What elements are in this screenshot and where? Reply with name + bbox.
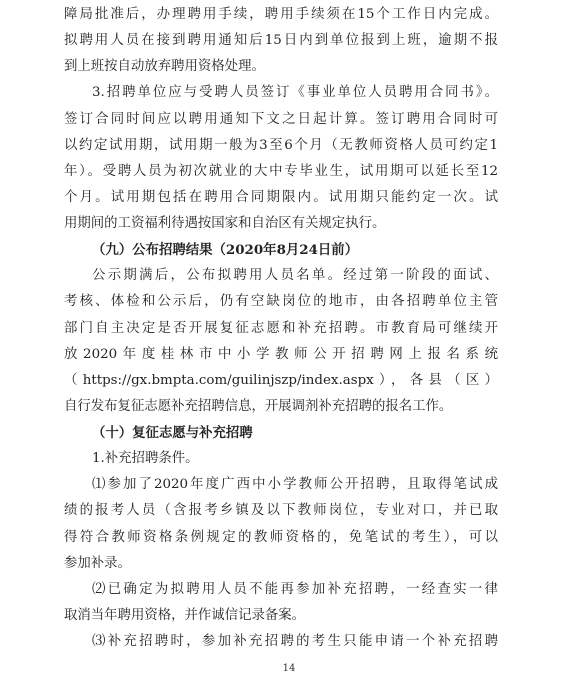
body-line: 用期间的工资福利待遇按国家和自治区有关规定执行。	[64, 216, 386, 231]
page-number: 14	[282, 663, 296, 674]
body-line: 得符合教师资格条例规定的教师资格的，免笔试的考生），可以	[64, 529, 498, 545]
body-line: ⑶补充招聘时，参加补充招聘的考生只能申请一个补充招聘	[92, 634, 498, 649]
body-line: 到上班按自动放弃聘用资格处理。	[64, 59, 265, 75]
body-line: 签订合同时间应以聘用通知下文之日起计算。签订聘用合同时可	[64, 111, 498, 127]
body-line: 考核、体检和公示后，仍有空缺岗位的地市，由各招聘单位主管	[64, 294, 498, 310]
body-line: 年）。受聘人员为初次就业的大中专毕业生，试用期可以延长至12	[64, 163, 498, 179]
body-line: （https://gx.bmpta.com/guilinjszp/index.aspx），各县（区）	[64, 372, 498, 388]
body-line: 自行发布复征志愿补充招聘信息，开展调剂补充招聘的报名工作。	[64, 398, 453, 414]
body-line: ⑴参加了2020年度广西中小学教师公开招聘，且取得笔试成	[92, 477, 498, 493]
body-line: 拟聘用人员在接到聘用通知后15日内到单位报到上班，逾期不报	[64, 33, 498, 49]
body-line: 取消当年聘用资格，并作诚信记录备案。	[64, 607, 306, 623]
body-line: 部门自主决定是否开展复征志愿和补充招聘。市教育局可继续开	[64, 320, 498, 336]
body-line: ⑵已确定为拟聘用人员不能再参加补充招聘，一经查实一律	[92, 581, 498, 597]
body-line: 参加补录。	[64, 555, 131, 571]
body-line: 放2020年度桂林市中小学教师公开招聘网上报名系统	[64, 346, 498, 362]
body-line: 公示期满后，公布拟聘用人员名单。经过第一阶段的面试、	[92, 268, 498, 284]
section-heading: （九）公布招聘结果（2020年8月24日前）	[92, 242, 359, 259]
body-line: 障局批准后，办理聘用手续，聘用手续须在15个工作日内完成。	[64, 7, 498, 22]
body-line: 绩的报考人员（含报考乡镇及以下教师岗位，专业对口，并已取	[64, 503, 498, 519]
body-line: 1.补充招聘条件。	[92, 451, 199, 467]
section-heading: （十）复征志愿与补充招聘	[92, 425, 253, 441]
body-line: 3.招聘单位应与受聘人员签订《事业单位人员聘用合同书》。	[92, 85, 498, 101]
body-line: 以约定试用期，试用期一般为3至6个月（无教师资格人员可约定1	[64, 137, 498, 153]
body-line: 个月。试用期包括在聘用合同期限内。试用期只能约定一次。试	[64, 189, 498, 205]
